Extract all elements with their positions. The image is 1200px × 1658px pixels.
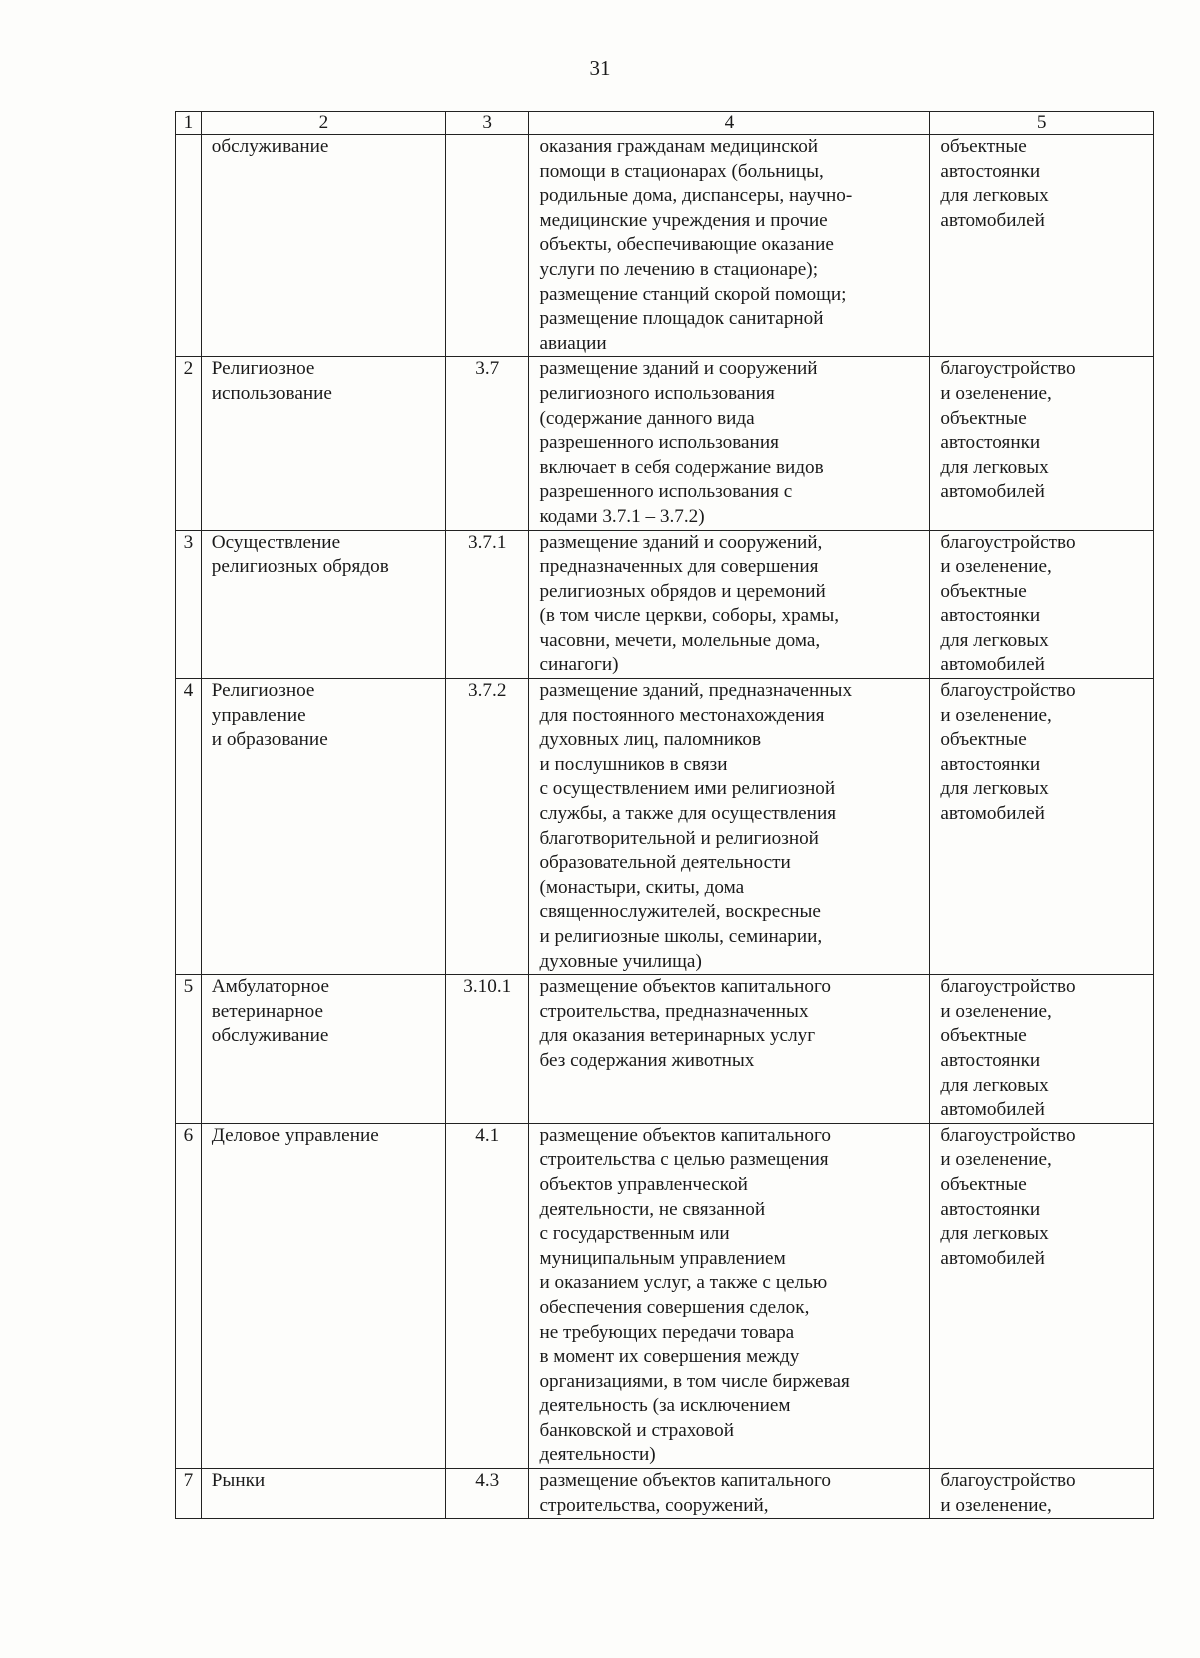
table-row <box>176 135 1154 357</box>
table-row <box>176 530 1154 679</box>
table-row <box>176 679 1154 975</box>
row-use-name: Религиозное использование <box>201 357 445 530</box>
row-code: 3.7.1 <box>445 530 528 679</box>
row-description: размещение зданий и сооружений религиозного использования (содержание данного вида разрешенного использования включает в себя содержание видов разрешенного использования с кодами 3.7.1 – 3.7.2) <box>529 357 930 530</box>
row-description: размещение объектов капитального строительства, сооружений, <box>529 1469 930 1519</box>
row-number: 2 <box>176 357 202 530</box>
table-row <box>176 1469 1154 1519</box>
page-number: 31 <box>589 56 611 80</box>
row-parameters: благоустройство и озеленение, <box>930 1469 1154 1519</box>
header-col-4: 4 <box>529 112 930 135</box>
row-code: 3.7 <box>445 357 528 530</box>
row-description: оказания гражданам медицинской помощи в стационарах (больницы, родильные дома, диспансеры, научно- медицинские учреждения и прочие объекты, обеспечивающие оказание услуги по лечению в стационаре); размещение станций скорой помощи; размещение площадок санитарной авиации <box>529 135 930 357</box>
row-description: размещение объектов капитального строительства с целью размещения объектов управленческой деятельности, не связанной с государственным или муниципальным управлением и оказанием услуг, а также с целью обеспечения совершения сделок, не требующих передачи товара в момент их совершения между организациями, в том числе биржевая деятельность (за исключением банковской и страховой деятельности) <box>529 1123 930 1468</box>
row-number <box>176 135 202 357</box>
table-row <box>176 1123 1154 1468</box>
row-parameters: объектные автостоянки для легковых автомобилей <box>930 135 1154 357</box>
table-row <box>176 975 1154 1124</box>
row-description: размещение зданий и сооружений, предназначенных для совершения религиозных обрядов и церемоний (в том числе церкви, соборы, храмы, часовни, мечети, молельные дома, синагоги) <box>529 530 930 679</box>
row-number: 7 <box>176 1469 202 1519</box>
row-number: 3 <box>176 530 202 679</box>
row-code: 4.3 <box>445 1469 528 1519</box>
row-description: размещение объектов капитального строительства, предназначенных для оказания ветеринарных услуг без содержания животных <box>529 975 930 1124</box>
row-use-name: Религиозное управление и образование <box>201 679 445 975</box>
row-number: 6 <box>176 1123 202 1468</box>
header-col-3: 3 <box>445 112 528 135</box>
land-use-table <box>175 111 1154 1519</box>
row-description: размещение зданий, предназначенных для постоянного местонахождения духовных лиц, паломников и послушников в связи с осуществлением ими религиозной службы, а также для осуществления благотворительной и религиозной образовательной деятельности (монастыри, скиты, дома священнослужителей, воскресные и религиозные школы, семинарии, духовные училища) <box>529 679 930 975</box>
table-header-row <box>176 112 1154 135</box>
row-use-name: Деловое управление <box>201 1123 445 1468</box>
table-row <box>176 357 1154 530</box>
row-use-name: обслуживание <box>201 135 445 357</box>
row-parameters: благоустройство и озеленение, объектные автостоянки для легковых автомобилей <box>930 975 1154 1124</box>
header-col-5: 5 <box>930 112 1154 135</box>
row-parameters: благоустройство и озеленение, объектные автостоянки для легковых автомобилей <box>930 1123 1154 1468</box>
row-code: 4.1 <box>445 1123 528 1468</box>
row-code: 3.10.1 <box>445 975 528 1124</box>
row-use-name: Осуществление религиозных обрядов <box>201 530 445 679</box>
row-use-name: Амбулаторное ветеринарное обслуживание <box>201 975 445 1124</box>
header-col-2: 2 <box>201 112 445 135</box>
row-number: 4 <box>176 679 202 975</box>
row-use-name: Рынки <box>201 1469 445 1519</box>
row-parameters: благоустройство и озеленение, объектные автостоянки для легковых автомобилей <box>930 679 1154 975</box>
row-parameters: благоустройство и озеленение, объектные автостоянки для легковых автомобилей <box>930 357 1154 530</box>
row-code <box>445 135 528 357</box>
row-parameters: благоустройство и озеленение, объектные автостоянки для легковых автомобилей <box>930 530 1154 679</box>
row-code: 3.7.2 <box>445 679 528 975</box>
header-col-1: 1 <box>176 112 202 135</box>
row-number: 5 <box>176 975 202 1124</box>
